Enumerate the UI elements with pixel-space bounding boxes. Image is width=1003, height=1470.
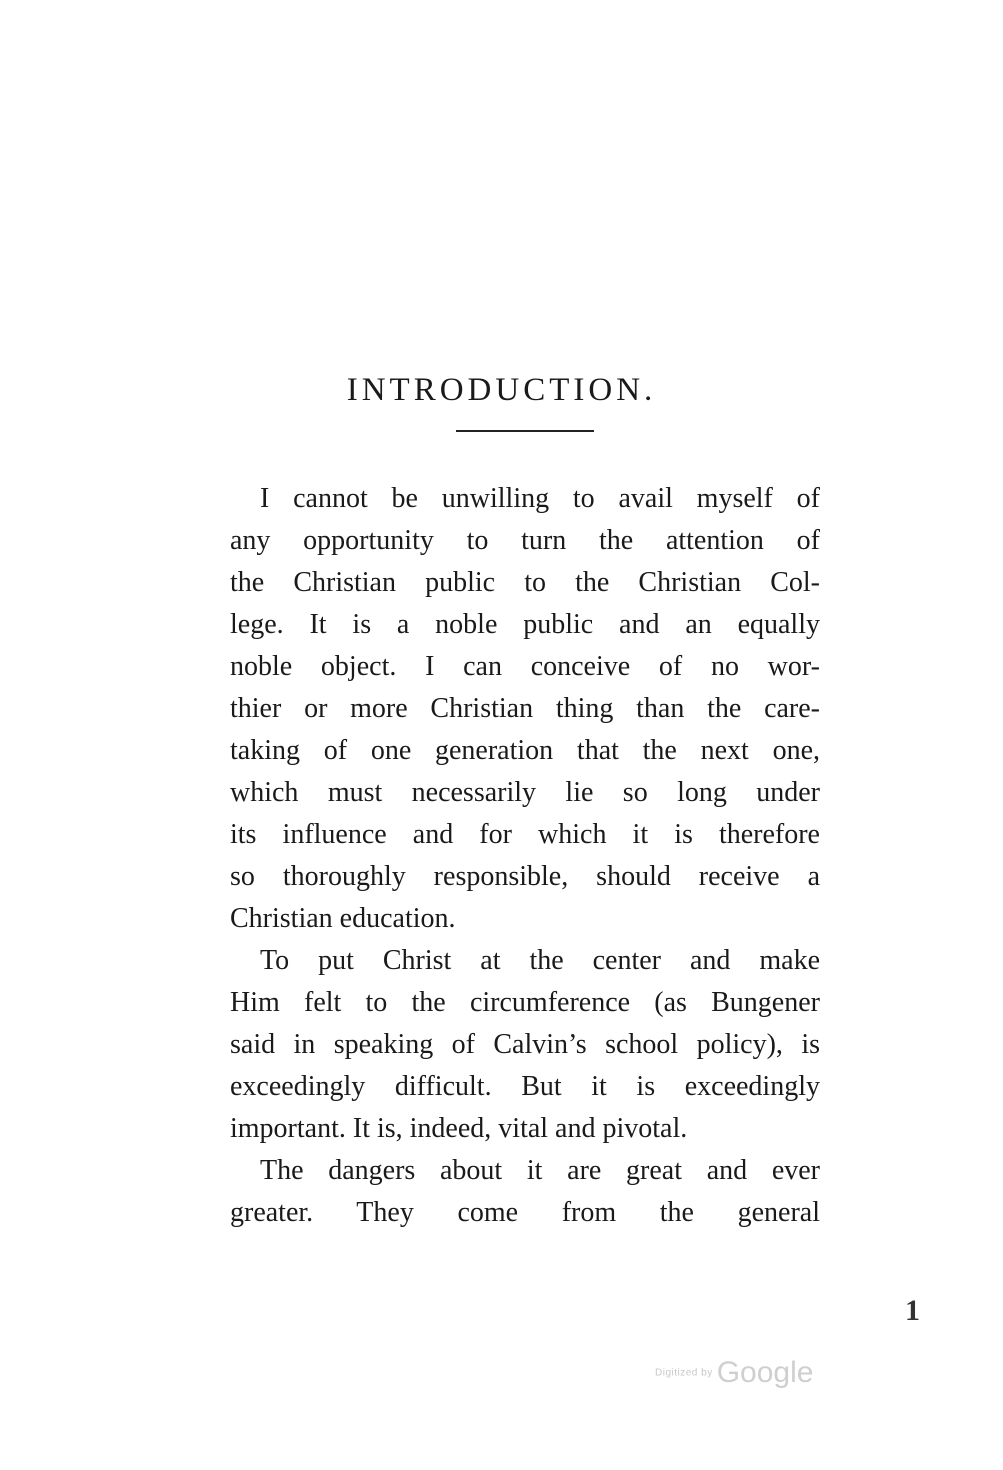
body-text <box>230 478 820 1234</box>
text-line: exceedingly difficult. But it is exceedingly <box>230 1071 820 1102</box>
text-line: the Christian public to the Christian Col- <box>230 567 820 598</box>
text-line: To put Christ at the center and make <box>260 945 820 976</box>
text-line: thier or more Christian thing than the care- <box>230 693 820 724</box>
text-line: noble object. I can conceive of no wor- <box>230 651 820 682</box>
text-line: said in speaking of Calvin’s school policy), is <box>230 1029 820 1060</box>
page-heading: INTRODUCTION. <box>346 372 657 409</box>
text-line: Christian education. <box>230 903 456 934</box>
text-line: The dangers about it are great and ever <box>260 1155 820 1186</box>
watermark-brand: Google <box>716 1356 814 1389</box>
text-line: which must necessarily lie so long under <box>230 777 820 808</box>
digitized-watermark <box>655 1356 865 1392</box>
signature-mark: 1 <box>905 1294 920 1327</box>
text-line: so thoroughly responsible, should receive a <box>230 861 820 892</box>
text-line: Him felt to the circumference (as Bungener <box>230 987 820 1018</box>
text-line: important. It is, indeed, vital and pivotal. <box>230 1113 688 1144</box>
text-line: its influence and for which it is therefore <box>230 819 820 850</box>
text-line: greater. They come from the general <box>230 1197 820 1228</box>
text-line: taking of one generation that the next one, <box>230 735 820 766</box>
text-line: lege. It is a noble public and an equally <box>230 609 820 640</box>
text-line: I cannot be unwilling to avail myself of <box>260 483 820 514</box>
text-line: any opportunity to turn the attention of <box>230 525 820 556</box>
watermark-prefix: Digitized by <box>655 1367 713 1379</box>
heading-rule <box>456 430 594 432</box>
